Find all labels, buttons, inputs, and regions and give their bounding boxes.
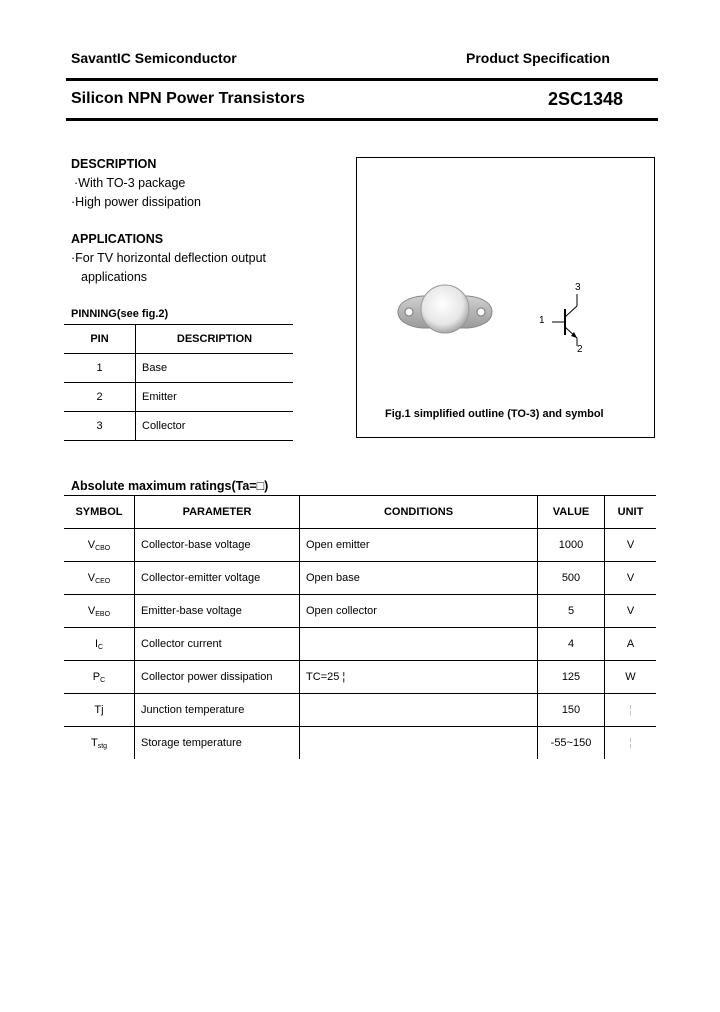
rating-unit: W [605, 661, 657, 694]
pinning-title: PINNING(see fig.2) [71, 308, 169, 320]
conditions-column-header: CONDITIONS [300, 496, 538, 529]
description-item: ·With TO-3 package [74, 176, 186, 190]
rating-symbol: $V_{CBO}$ [64, 529, 135, 562]
rating-parameter: Collector-emitter voltage [135, 562, 300, 595]
pinning-table [64, 324, 293, 441]
header-rule-bottom [66, 118, 658, 121]
rating-unit: V [605, 529, 657, 562]
symbol-column-header: SYMBOL [64, 496, 135, 529]
rating-condition: Open emitter [300, 529, 538, 562]
ratings-title: Absolute maximum ratings(Ta=□) [71, 479, 269, 493]
description-column-header: DESCRIPTION [136, 325, 294, 354]
table-row [64, 529, 656, 562]
symbol-pin-label: 3 [575, 282, 581, 293]
rating-symbol: $P_C$ [64, 661, 135, 694]
rating-condition: TC=25 ¦ [300, 661, 538, 694]
rating-condition [300, 628, 538, 661]
rating-parameter: Junction temperature [135, 694, 300, 727]
part-number: 2SC1348 [548, 89, 624, 109]
rating-value: 5 [538, 595, 605, 628]
table-row [64, 595, 656, 628]
rating-parameter: Collector current [135, 628, 300, 661]
rating-symbol: $I_C$ [64, 628, 135, 661]
rating-parameter: Emitter-base voltage [135, 595, 300, 628]
rating-unit: V [605, 562, 657, 595]
table-row [64, 562, 656, 595]
pin-description: Collector [136, 412, 294, 441]
parameter-column-header: PARAMETER [135, 496, 300, 529]
rating-parameter: Collector-base voltage [135, 529, 300, 562]
rating-value: 1000 [538, 529, 605, 562]
rating-condition [300, 727, 538, 760]
rating-value: 125 [538, 661, 605, 694]
rating-symbol: Tj [64, 694, 135, 727]
symbol-pin-label: 1 [539, 315, 545, 326]
table-row [64, 383, 293, 412]
to3-package-image [390, 280, 500, 340]
table-row [64, 412, 293, 441]
ratings-table [64, 495, 656, 759]
ratings-header-row [64, 496, 656, 529]
rating-symbol: $T_{stg}$ [64, 727, 135, 760]
rating-unit: ¦ [605, 727, 657, 760]
company-name: SavantIC Semiconductor [71, 50, 237, 66]
description-item: ·High power dissipation [71, 195, 201, 209]
table-row [64, 628, 656, 661]
rating-value: 4 [538, 628, 605, 661]
rating-unit: V [605, 595, 657, 628]
description-heading: DESCRIPTION [71, 157, 157, 171]
pin-column-header: PIN [64, 325, 136, 354]
rating-parameter: Collector power dissipation [135, 661, 300, 694]
rating-condition: Open base [300, 562, 538, 595]
unit-column-header: UNIT [605, 496, 657, 529]
rating-unit: A [605, 628, 657, 661]
pinning-header-row [64, 325, 293, 354]
table-row [64, 694, 656, 727]
rating-symbol: $V_{EBO}$ [64, 595, 135, 628]
document-title: Silicon NPN Power Transistors [71, 90, 305, 107]
table-row [64, 661, 656, 694]
rating-value: 500 [538, 562, 605, 595]
pin-number: 2 [64, 383, 136, 412]
rating-unit: ¦ [605, 694, 657, 727]
rating-condition: Open collector [300, 595, 538, 628]
header-rule-top [66, 78, 658, 81]
npn-transistor-symbol [536, 280, 596, 360]
rating-symbol: $V_{CEO}$ [64, 562, 135, 595]
rating-value: 150 [538, 694, 605, 727]
table-row [64, 354, 293, 383]
applications-heading: APPLICATIONS [71, 232, 164, 246]
value-column-header: VALUE [538, 496, 605, 529]
pin-number: 3 [64, 412, 136, 441]
applications-line: applications [81, 270, 148, 284]
rating-value: -55~150 [538, 727, 605, 760]
pin-number: 1 [64, 354, 136, 383]
figure-caption: Fig.1 simplified outline (TO-3) and symbol [385, 408, 604, 420]
rating-parameter: Storage temperature [135, 727, 300, 760]
pin-description: Base [136, 354, 294, 383]
rating-condition [300, 694, 538, 727]
spec-label: Product Specification [466, 50, 610, 66]
symbol-pin-label: 2 [577, 344, 583, 355]
table-row [64, 727, 656, 760]
pin-description: Emitter [136, 383, 294, 412]
applications-line: ·For TV horizontal deflection output [71, 251, 267, 265]
